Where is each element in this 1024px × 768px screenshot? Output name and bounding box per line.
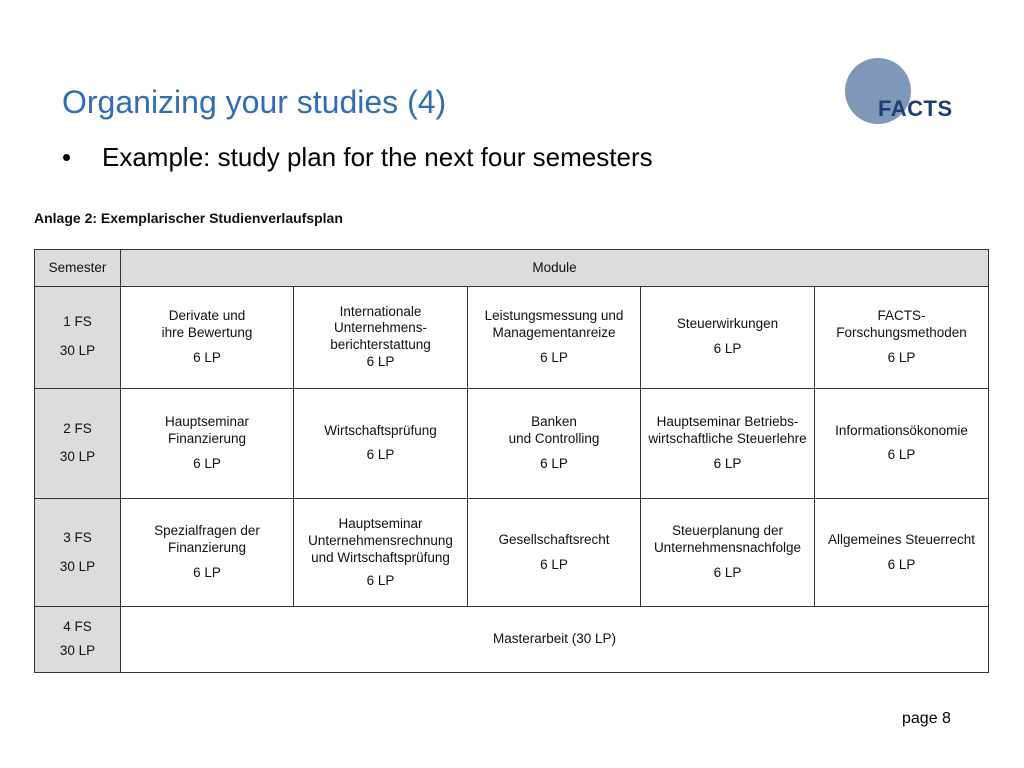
module-credits: 6 LP [887,349,916,365]
module-cell [641,287,815,389]
semester-cell [35,606,121,672]
module-name: FACTS- Forschungsmethoden [836,307,967,340]
module-name: Steuerplanung der Unternehmensnachfolge [653,523,802,556]
module-credits: 6 LP [193,349,221,365]
logo-text: FACTS [878,96,953,121]
table-row [35,287,989,389]
module-cell [468,499,641,607]
bullet-point [62,142,653,173]
header-semester: Semester [35,250,121,287]
module-name: Hauptseminar Finanzierung [164,414,250,446]
module-name: Spezialfragen der Finanzierung [154,523,260,556]
module-cell [815,388,989,499]
table-row [35,606,989,672]
module-cell [121,499,294,607]
table-caption: Anlage 2: Exemplarischer Studienverlaufsplan [34,210,343,226]
semester-cell [35,388,121,499]
module-name: Internationale Unternehmens- berichterstattung [330,303,431,353]
module-credits: 6 LP [713,341,742,357]
thesis-cell: Masterarbeit (30 LP) [121,606,989,672]
module-name: Derivate und ihre Bewertung [161,307,253,340]
module-cell [294,287,468,389]
module-credits: 6 LP [366,354,395,370]
page-number: page 8 [902,710,951,727]
module-credits: 6 LP [713,565,742,581]
module-cell [815,499,989,607]
study-plan-table [34,249,989,673]
header-module: Module [121,250,989,287]
module-credits: 6 LP [887,556,916,572]
module-cell [815,287,989,389]
semester-credits: 30 LP [59,558,96,574]
module-cell [468,287,641,389]
table-row [35,499,989,607]
module-name: Hauptseminar Betriebs- wirtschaftliche Steuerlehre [648,414,807,446]
module-cell [121,287,294,389]
module-cell [641,499,815,607]
module-name: Leistungsmessung und Managementanreize [484,307,624,340]
slide-title: Organizing your studies (4) [62,84,447,120]
semester-label: 1 FS [63,314,92,330]
module-cell [294,499,468,607]
semester-label: 2 FS [63,420,92,436]
module-credits: 6 LP [540,349,568,365]
module-name: Gesellschaftsrecht [498,531,610,547]
module-credits: 6 LP [540,455,568,471]
semester-credits: 30 LP [59,343,96,359]
module-credits: 6 LP [193,455,221,471]
module-cell [121,388,294,499]
module-credits: 6 LP [366,447,395,463]
module-cell [641,388,815,499]
module-credits: 6 LP [887,447,916,463]
module-name: Banken und Controlling [508,414,600,446]
module-name: Wirtschaftsprüfung [324,422,437,438]
module-credits: 6 LP [540,556,568,572]
bullet-text: Example: study plan for the next four semesters [102,142,653,172]
semester-label: 4 FS [63,618,92,634]
module-name: Hauptseminar Unternehmensrechnung und Wirtschaftsprüfung [308,515,453,565]
module-name: Allgemeines Steuerrecht [827,531,976,547]
module-name: Informationsökonomie [835,422,968,438]
module-credits: 6 LP [193,565,221,581]
table-row [35,388,989,499]
module-credits: 6 LP [366,572,395,588]
semester-cell [35,499,121,607]
module-name: Steuerwirkungen [676,316,779,332]
bullet-symbol: • [62,142,72,172]
module-cell [468,388,641,499]
facts-logo [842,58,967,128]
module-credits: 6 LP [713,455,742,471]
module-cell [294,388,468,499]
semester-label: 3 FS [63,529,92,545]
semester-credits: 30 LP [59,449,96,465]
semester-credits: 30 LP [59,643,96,659]
semester-cell [35,287,121,389]
